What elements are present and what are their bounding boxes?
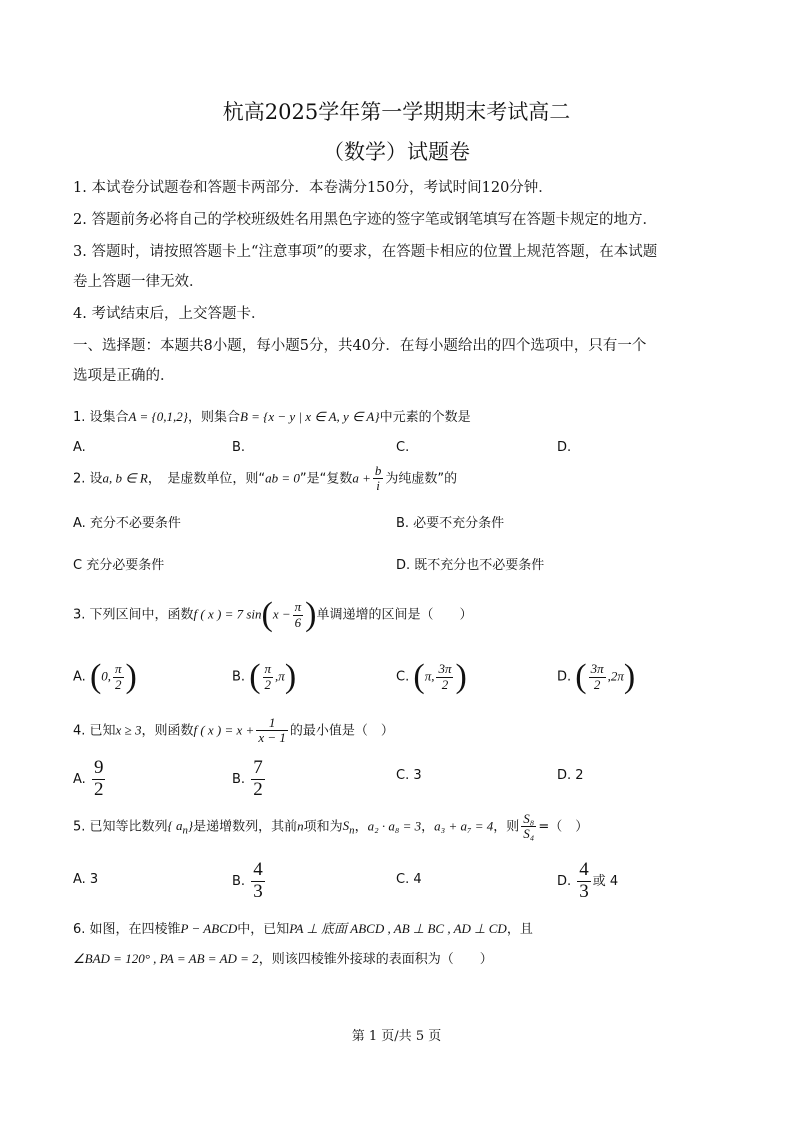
question-6 xyxy=(73,918,533,937)
q2-cond: ab = 0 xyxy=(265,470,300,486)
q6-suffix1: ，且 xyxy=(506,922,533,937)
question-3: 3. 下列区间中，函数f ( x ) = 7 sin(x − $\frac{\pi}{6}$ )单调递增的区间是（ ） xyxy=(73,596,473,633)
q4-func: f ( x ) = x + xyxy=(193,722,255,738)
q2-mid2: ”是“复数 xyxy=(299,471,353,487)
q4-prefix: 4. 已知 xyxy=(73,723,116,739)
q3-option-d: D. ( $\frac{3\pi}{2}$ ,2π) xyxy=(557,658,636,695)
q2-option-b: B. 必要不充分条件 xyxy=(396,516,505,531)
instruction-2: 2. 答题前务必将自己的学校班级姓名用黑色字迹的签字笔或钢笔填写在答题卡规定的地方． xyxy=(73,212,657,228)
question-1 xyxy=(73,406,471,425)
q4-option-b: B. $\frac{7}{2}$ xyxy=(232,757,263,800)
q1-set-b: B = {x − y | x ∈ A, y ∈ A} xyxy=(239,409,380,424)
q2-option-d: D. 既不充分也不必要条件 xyxy=(396,558,545,573)
q3-fraction: $\frac{\pi}{6}$ xyxy=(294,599,302,630)
q2-suffix: 为纯虚数”的 xyxy=(385,471,458,487)
q4-option-d: D. 2 xyxy=(557,768,584,783)
q2-mid1: ， 是虚数单位，则“ xyxy=(147,471,266,487)
q1-option-b: B. xyxy=(232,440,246,455)
q5-option-d: D. $\frac{4}{3}$ 或 4 xyxy=(557,859,619,902)
q4-option-c: C. 3 xyxy=(396,768,422,783)
q1-option-a: A. xyxy=(73,440,86,455)
q6-cond1: PA ⊥ 底面 ABCD , AB ⊥ BC , AD ⊥ CD xyxy=(289,921,507,936)
question-5: 5. 已知等比数列{ $a_n$}是递增数列，其前n项和为$S_n$，a₂ · a₈ = 3，a₃ + a₇ = 4，则 $\frac{\text{S₈}}{\text{S₄}}$ =（ ） xyxy=(73,811,589,842)
q2-expr: a + xyxy=(352,470,371,486)
q1-suffix: 中元素的个数是 xyxy=(379,410,471,425)
q3-suffix: 单调递增的区间是（ ） xyxy=(316,607,473,623)
q4-option-a: A. $\frac{9}{2}$ xyxy=(73,757,104,800)
q5-seq: { $a_n$} xyxy=(167,818,194,837)
q3-option-a: A. (0, $\frac{\pi}{2}$ ) xyxy=(73,658,137,695)
q2-option-c: C 充分必要条件 xyxy=(73,558,165,573)
q6-mid: 中，已知 xyxy=(237,922,290,937)
q5-mid2: 项和为 xyxy=(303,819,343,835)
q6-cond2: ∠BAD = 120° , PA = AB = AD = 2 xyxy=(73,951,259,966)
q6-suffix2: ，则该四棱锥外接球的表面积为（ ） xyxy=(258,952,493,967)
instruction-1: 1. 本试卷分试题卷和答题卡两部分．本卷满分150分，考试时间120分钟． xyxy=(73,180,553,196)
exam-title: 杭高2025学年第一学期期末考试高二 xyxy=(222,100,571,124)
instruction-3: 3. 答题时，请按照答题卡上“注意事项”的要求，在答题卡相应的位置上规范答题，在本试题 xyxy=(73,244,658,260)
q1-option-c: C. xyxy=(396,440,410,455)
question-2 xyxy=(73,464,457,494)
q4-fraction: $\frac{1}{x - 1}$ xyxy=(258,715,286,746)
page-number: 第 1 页/共 5 页 xyxy=(351,1029,442,1044)
q2-fraction: $\frac{b}{i}$ xyxy=(374,463,382,494)
section-header-cont: 选项是正确的． xyxy=(73,368,175,384)
q4-mid: ，则函数 xyxy=(141,723,194,739)
instruction-3-cont: 卷上答题一律无效． xyxy=(73,274,204,290)
q5-suffix: =（ ） xyxy=(538,819,589,835)
q5-option-a: A. 3 xyxy=(73,872,99,887)
q5-cond1: a₂ · a₈ = 3 xyxy=(367,818,422,834)
q3-prefix: 3. 下列区间中，函数 xyxy=(73,607,194,623)
q5-mid1: 是递增数列，其前 xyxy=(193,819,298,835)
q6-pyramid: P − ABCD xyxy=(180,921,238,936)
q5-fraction: $\frac{\text{S₈}}{\text{S₄}}$ xyxy=(523,811,535,842)
q3-option-b: B. ( $\frac{\pi}{2}$ ,π) xyxy=(232,658,297,695)
q3-func: f ( x ) = 7 sin xyxy=(193,606,262,622)
q1-mid: ，则集合 xyxy=(187,410,240,425)
exam-subtitle: （数学）试题卷 xyxy=(323,140,470,164)
section-header: 一、选择题：本题共8小题，每小题5分，共40分．在每小题给出的四个选项中，只有一个 xyxy=(73,338,647,354)
question-4 xyxy=(73,716,394,746)
q3-inner: x − xyxy=(272,606,291,622)
q5-sn: $S_n$ xyxy=(342,818,355,837)
q1-option-d: D. xyxy=(557,440,572,455)
instruction-4: 4. 考试结束后，上交答题卡． xyxy=(73,306,266,322)
q2-option-a: A. 充分不必要条件 xyxy=(73,516,181,531)
q6-prefix: 6. 如图，在四棱锥 xyxy=(73,922,181,937)
q5-cond2: a₃ + a₇ = 4 xyxy=(434,818,494,834)
q5-option-b: B. $\frac{4}{3}$ xyxy=(232,859,263,902)
q5-then: ，则 xyxy=(493,819,520,835)
q3-option-c: C. (π, $\frac{3\pi}{2}$ ) xyxy=(396,658,467,695)
q4-cond: x ≥ 3 xyxy=(115,722,142,738)
q4-suffix: 的最小值是（ ） xyxy=(289,723,394,739)
question-6-cont xyxy=(73,948,493,967)
q2-prefix: 2. 设 xyxy=(73,471,103,487)
q1-prefix: 1. 设集合 xyxy=(73,410,129,425)
q1-set-a: A = {0,1,2} xyxy=(128,409,188,424)
q5-n: n xyxy=(297,818,304,834)
q5-prefix: 5. 已知等比数列 xyxy=(73,819,168,835)
q2-vars: a, b ∈ R xyxy=(102,470,148,486)
q5-option-c: C. 4 xyxy=(396,872,422,887)
